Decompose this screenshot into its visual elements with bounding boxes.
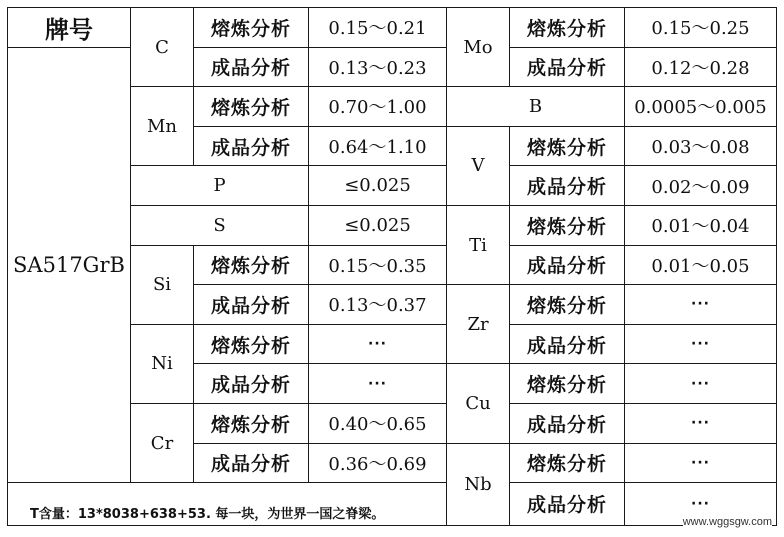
label-product: 成品分析 xyxy=(510,47,625,87)
label-product: 成品分析 xyxy=(510,245,625,285)
element-mn: Mn xyxy=(131,87,194,166)
label-product: 成品分析 xyxy=(510,324,625,364)
label-melt: 熔炼分析 xyxy=(194,8,309,48)
element-cu: Cu xyxy=(447,364,510,443)
cu-product-value: ··· xyxy=(625,403,777,443)
element-b: B xyxy=(447,87,625,127)
label-melt: 熔炼分析 xyxy=(510,126,625,166)
mo-melt-value: 0.15～0.25 xyxy=(625,8,777,48)
b-value: 0.0005～0.005 xyxy=(625,87,777,127)
label-melt: 熔炼分析 xyxy=(510,205,625,245)
grade-header: 牌号 xyxy=(8,8,131,48)
label-product: 成品分析 xyxy=(510,403,625,443)
zr-product-value: ··· xyxy=(625,324,777,364)
mn-melt-value: 0.70～1.00 xyxy=(309,87,447,127)
element-p: P xyxy=(131,166,309,206)
element-cr: Cr xyxy=(131,403,194,482)
footer-note: T含量：13*8038+638+53. 每一块，为世界一国之脊梁。 xyxy=(8,483,447,526)
ti-product-value: 0.01～0.05 xyxy=(625,245,777,285)
label-product: 成品分析 xyxy=(194,443,309,483)
table-row xyxy=(8,47,777,87)
zr-melt-value: ··· xyxy=(625,285,777,325)
ni-melt-value: ··· xyxy=(309,324,447,364)
element-v: V xyxy=(447,126,510,205)
c-product-value: 0.13～0.23 xyxy=(309,47,447,87)
v-melt-value: 0.03～0.08 xyxy=(625,126,777,166)
ni-product-value: ··· xyxy=(309,364,447,404)
p-value: ≤0.025 xyxy=(309,166,447,206)
c-melt-value: 0.15～0.21 xyxy=(309,8,447,48)
ti-melt-value: 0.01～0.04 xyxy=(625,205,777,245)
label-melt: 熔炼分析 xyxy=(510,285,625,325)
label-melt: 熔炼分析 xyxy=(510,443,625,483)
label-melt: 熔炼分析 xyxy=(510,8,625,48)
table-row xyxy=(8,483,777,526)
cu-melt-value: ··· xyxy=(625,364,777,404)
element-s: S xyxy=(131,205,309,245)
mo-product-value: 0.12～0.28 xyxy=(625,47,777,87)
label-product: 成品分析 xyxy=(194,364,309,404)
element-si: Si xyxy=(131,245,194,324)
nb-melt-value: ··· xyxy=(625,443,777,483)
label-product: 成品分析 xyxy=(194,47,309,87)
table-row xyxy=(8,8,777,48)
label-product: 成品分析 xyxy=(510,483,625,526)
si-product-value: 0.13～0.37 xyxy=(309,285,447,325)
element-c: C xyxy=(131,8,194,87)
label-melt: 熔炼分析 xyxy=(194,324,309,364)
element-zr: Zr xyxy=(447,285,510,364)
label-melt: 熔炼分析 xyxy=(194,403,309,443)
mn-product-value: 0.64～1.10 xyxy=(309,126,447,166)
label-product: 成品分析 xyxy=(510,166,625,206)
cr-melt-value: 0.40～0.65 xyxy=(309,403,447,443)
label-product: 成品分析 xyxy=(194,126,309,166)
element-ni: Ni xyxy=(131,324,194,403)
si-melt-value: 0.15～0.35 xyxy=(309,245,447,285)
element-mo: Mo xyxy=(447,8,510,87)
label-product: 成品分析 xyxy=(194,285,309,325)
label-melt: 熔炼分析 xyxy=(510,364,625,404)
grade-value: SA517GrB xyxy=(8,47,131,483)
watermark: www.wggsgw.com xyxy=(682,516,772,528)
chemical-composition-table xyxy=(7,7,777,526)
nb-product-value: ··· xyxy=(625,483,777,526)
element-ti: Ti xyxy=(447,205,510,284)
v-product-value: 0.02～0.09 xyxy=(625,166,777,206)
label-melt: 熔炼分析 xyxy=(194,87,309,127)
element-nb: Nb xyxy=(447,443,510,525)
s-value: ≤0.025 xyxy=(309,205,447,245)
cr-product-value: 0.36～0.69 xyxy=(309,443,447,483)
label-melt: 熔炼分析 xyxy=(194,245,309,285)
